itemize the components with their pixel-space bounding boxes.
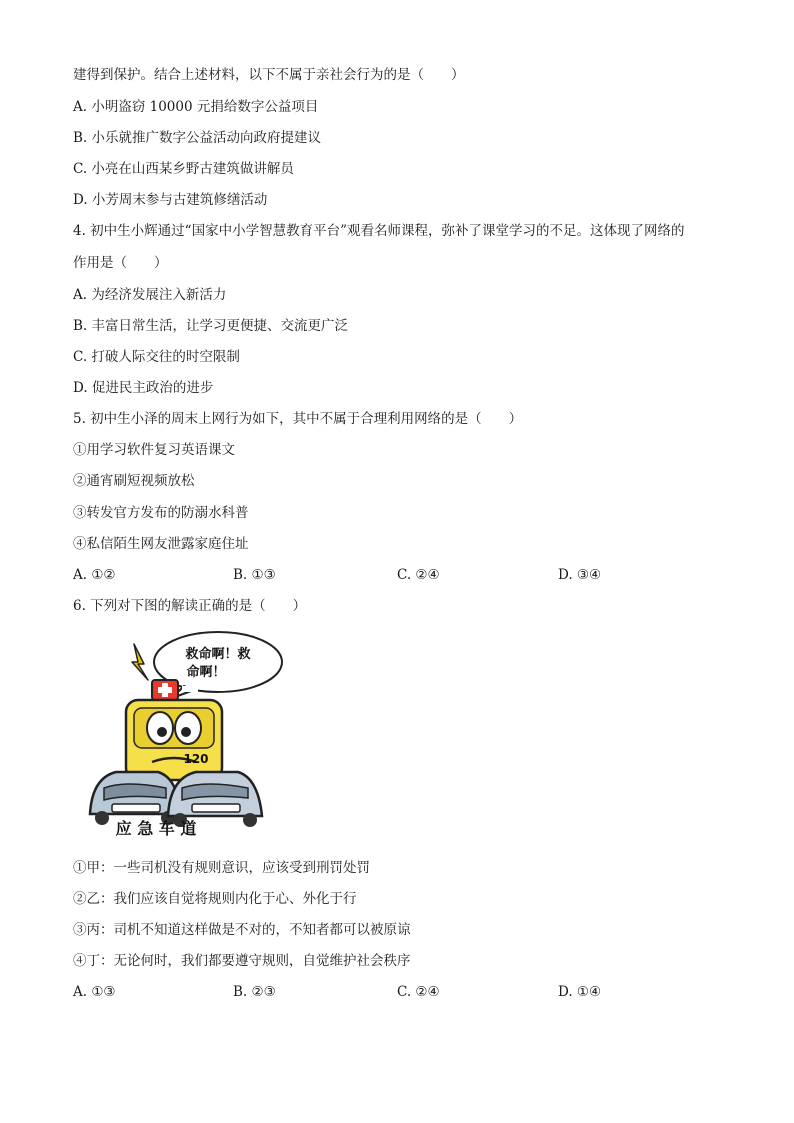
q5-stem: 5. 初中生小泽的周末上网行为如下，其中不属于合理利用网络的是（ ） [73,411,523,427]
q6-item-1: ①甲：一些司机没有规则意识，应该受到刑罚处罚 [73,860,370,876]
alarm-bolt-icon [132,644,148,680]
q5-item-4: ④私信陌生网友泄露家庭住址 [73,536,249,552]
q6-item-2: ②乙：我们应该自觉将规则内化于心、外化于行 [73,891,357,907]
q5-choice-c: C. ②④ [397,567,440,583]
q4-stem-line1: 4. 初中生小辉通过“国家中小学智慧教育平台”观看名师课程，弥补了课堂学习的不足。这体现了网络的 [73,223,685,239]
q6-choice-c: C. ②④ [397,984,440,1000]
q4-option-b: B. 丰富日常生活，让学习更便捷、交流更广泛 [73,318,349,334]
q5-choice-b: B. ①③ [233,567,276,583]
q6-stem: 6. 下列对下图的解读正确的是（ ） [73,598,307,614]
q6-item-3: ③丙：司机不知道这样做是不对的，不知者都可以被原谅 [73,922,411,938]
q4-option-d: D. 促进民主政治的进步 [73,380,214,396]
q6-choice-d: D. ①④ [558,984,602,1000]
emergency-lane-cartoon [86,628,286,838]
speech-text-line2: 命啊！ [186,665,226,680]
siren-icon [152,680,178,700]
ambulance-plate: 120 [183,752,209,766]
q3-stem: 建得到保护。结合上述材料，以下不属于亲社会行为的是（ ） [73,67,465,83]
q3-option-d: D. 小芳周末参与古建筑修缮活动 [73,192,268,208]
q6-choice-a: A. ①③ [73,984,116,1000]
speech-text-line1: 救命啊！救 [185,647,251,662]
q5-choice-d: D. ③④ [558,567,602,583]
car-left-figure [90,772,180,825]
q4-option-c: C. 打破人际交往的时空限制 [73,349,240,365]
q3-option-c: C. 小亮在山西某乡野古建筑做讲解员 [73,161,294,177]
q3-option-a: A. 小明盗窃 10000 元捐给数字公益项目 [73,99,319,115]
q4-option-a: A. 为经济发展注入新活力 [73,287,227,303]
ambulance-figure [126,700,222,780]
q5-item-1: ①用学习软件复习英语课文 [73,442,235,458]
q4-stem-line2: 作用是（ ） [73,255,168,271]
q5-item-3: ③转发官方发布的防溺水科普 [73,505,249,521]
cartoon-caption: 应 急 车 道 [115,819,197,838]
q6-item-4: ④丁：无论何时，我们都要遵守规则，自觉维护社会秩序 [73,953,411,969]
q5-choice-a: A. ①② [73,567,116,583]
q3-option-b: B. 小乐就推广数字公益活动向政府提建议 [73,130,322,146]
q6-choice-b: B. ②③ [233,984,276,1000]
q5-item-2: ②通宵刷短视频放松 [73,473,195,489]
